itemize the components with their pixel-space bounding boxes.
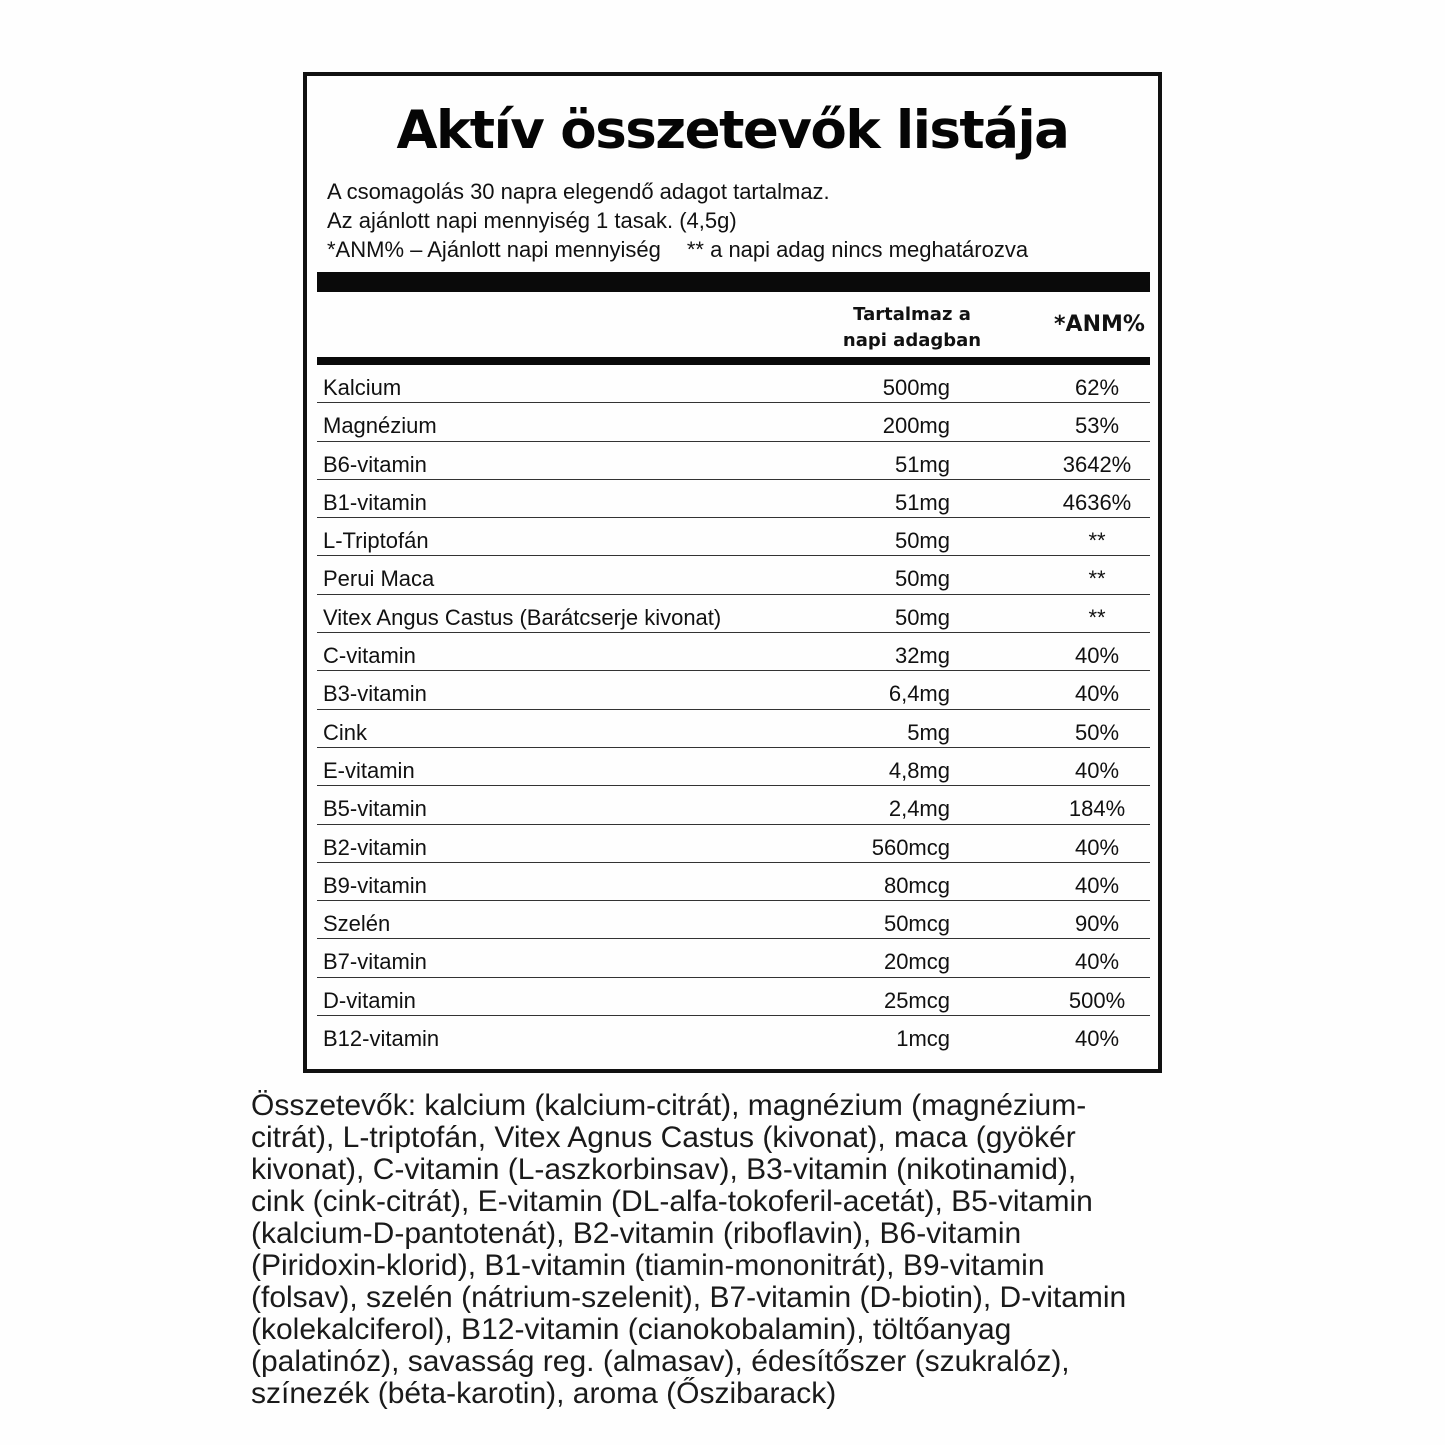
nutrient-anm: 53% xyxy=(1074,413,1120,439)
nutrient-amount: 50mg xyxy=(894,566,950,592)
nutrient-amount: 25mcg xyxy=(883,987,950,1013)
nutrient-amount: 5mg xyxy=(907,719,950,745)
ingredients-line: (kolekalciferol), B12-vitamin (cianokobalamin), töltőanyag xyxy=(251,1313,1012,1346)
nutrient-anm: 40% xyxy=(1074,834,1120,860)
nutrient-table xyxy=(317,365,1150,1054)
table-row xyxy=(317,901,1150,939)
table-row xyxy=(317,403,1150,441)
table-row xyxy=(317,671,1150,709)
label-intro xyxy=(327,177,1028,264)
nutrient-name: Vitex Angus Castus (Barátcserje kivonat) xyxy=(323,604,722,630)
ingredients-text xyxy=(251,1090,1251,1410)
ingredients-line: citrát), L-triptofán, Vitex Agnus Castus (kivonat), maca (gyökér xyxy=(251,1121,1076,1154)
nutrient-name: Magnézium xyxy=(323,413,437,439)
nutrient-amount: 51mg xyxy=(894,489,950,515)
nutrient-anm: 62% xyxy=(1074,375,1120,400)
nutrient-amount: 6,4mg xyxy=(888,681,950,707)
ingredients-line: Összetevők: kalcium (kalcium-citrát), magnézium (magnézium- xyxy=(251,1089,1087,1122)
column-header-anm: *ANM% xyxy=(1054,312,1145,337)
nutrient-name: B1-vitamin xyxy=(323,489,427,515)
table-row xyxy=(317,863,1150,901)
table-row xyxy=(317,1016,1150,1054)
table-row xyxy=(317,633,1150,671)
nutrient-name: B6-vitamin xyxy=(323,451,427,477)
table-row xyxy=(317,786,1150,824)
nutrient-name: D-vitamin xyxy=(323,987,416,1013)
table-row xyxy=(317,978,1150,1016)
nutrient-name: B5-vitamin xyxy=(323,796,427,822)
header-rule xyxy=(317,357,1150,365)
note-anm: *ANM% – Ajánlott napi mennyiség xyxy=(327,237,661,262)
nutrient-name: B3-vitamin xyxy=(323,681,427,707)
nutrient-amount: 200mg xyxy=(882,413,950,439)
nutrient-anm: 4636% xyxy=(1062,489,1132,515)
ingredients-line: (kalcium-D-pantotenát), B2-vitamin (riboflavin), B6-vitamin xyxy=(251,1217,1022,1250)
nutrient-name: C-vitamin xyxy=(323,643,416,669)
nutrient-amount: 50mcg xyxy=(883,911,950,937)
nutrient-amount: 80mcg xyxy=(883,872,950,898)
table-row xyxy=(317,365,1150,403)
ingredients-line: (palatinóz), savasság reg. (almasav), édesítőszer (szukralóz), xyxy=(251,1345,1070,1378)
nutrient-anm: 40% xyxy=(1074,681,1120,707)
ingredients-line: cink (cink-citrát), E-vitamin (DL-alfa-tokoferil-acetát), B5-vitamin xyxy=(251,1185,1093,1218)
nutrient-name: Kalcium xyxy=(323,375,402,400)
table-row xyxy=(317,939,1150,977)
table-row xyxy=(317,518,1150,556)
table-row xyxy=(317,595,1150,633)
column-header-amount xyxy=(812,302,1012,354)
note-undefined: ** a napi adag nincs meghatározva xyxy=(686,237,1029,262)
nutrient-anm: 40% xyxy=(1074,872,1120,898)
nutrient-amount: 50mg xyxy=(894,604,950,630)
nutrient-name: L-Triptofán xyxy=(323,528,429,554)
nutrient-amount: 1mcg xyxy=(896,1026,950,1052)
nutrient-amount: 32mg xyxy=(894,643,950,669)
ingredients-line: (folsav), szelén (nátrium-szelenit), B7-vitamin (D-biotin), D-vitamin xyxy=(251,1281,1127,1314)
table-row xyxy=(317,480,1150,518)
nutrient-amount: 2,4mg xyxy=(888,796,950,822)
nutrient-anm: 40% xyxy=(1074,949,1120,975)
column-header-amount-line2: napi adagban xyxy=(842,330,982,351)
nutrient-amount: 51mg xyxy=(894,451,950,477)
ingredients-line: (Piridoxin-klorid), B1-vitamin (tiamin-mononitrát), B9-vitamin xyxy=(251,1249,1045,1282)
nutrient-name: B2-vitamin xyxy=(323,834,427,860)
intro-line-notes xyxy=(327,235,1028,264)
nutrient-amount: 20mcg xyxy=(883,949,950,975)
nutrient-name: E-vitamin xyxy=(323,757,415,783)
nutrient-anm: 3642% xyxy=(1062,451,1132,477)
nutrient-amount: 500mg xyxy=(882,375,950,400)
nutrient-amount: 560mcg xyxy=(871,834,950,860)
nutrient-amount: 4,8mg xyxy=(888,757,950,783)
nutrient-anm: 50% xyxy=(1074,719,1120,745)
label-title: Aktív összetevők listája xyxy=(396,100,1069,161)
nutrition-label xyxy=(303,72,1162,1073)
nutrient-anm: 184% xyxy=(1068,796,1126,822)
intro-line-dosage: Az ajánlott napi mennyiség 1 tasak. (4,5g) xyxy=(327,208,737,233)
nutrient-anm: 90% xyxy=(1074,911,1120,937)
column-header-amount-line1: Tartalmaz a xyxy=(853,304,971,325)
table-row xyxy=(317,442,1150,480)
table-row xyxy=(317,556,1150,594)
table-row xyxy=(317,748,1150,786)
table-row xyxy=(317,710,1150,748)
nutrient-anm: 40% xyxy=(1074,643,1120,669)
intro-line-package: A csomagolás 30 napra elegendő adagot tartalmaz. xyxy=(327,179,830,204)
nutrient-name: B7-vitamin xyxy=(323,949,427,975)
nutrient-amount: 50mg xyxy=(894,528,950,554)
nutrient-anm: ** xyxy=(1088,566,1106,592)
nutrient-name: B12-vitamin xyxy=(323,1026,440,1052)
nutrient-anm: ** xyxy=(1088,604,1106,630)
nutrient-anm: ** xyxy=(1088,528,1106,554)
ingredients-line: kivonat), C-vitamin (L-aszkorbinsav), B3-vitamin (nikotinamid), xyxy=(251,1153,1077,1186)
table-row xyxy=(317,825,1150,863)
nutrient-anm: 40% xyxy=(1074,757,1120,783)
nutrient-anm: 40% xyxy=(1074,1026,1120,1052)
nutrient-anm: 500% xyxy=(1068,987,1126,1013)
nutrient-name: B9-vitamin xyxy=(323,872,427,898)
nutrient-name: Perui Maca xyxy=(323,566,435,592)
nutrient-name: Cink xyxy=(323,719,368,745)
nutrient-name: Szelén xyxy=(323,911,391,937)
ingredients-line: színezék (béta-karotin), aroma (Őszibarack) xyxy=(251,1377,837,1410)
header-bar xyxy=(317,272,1150,292)
